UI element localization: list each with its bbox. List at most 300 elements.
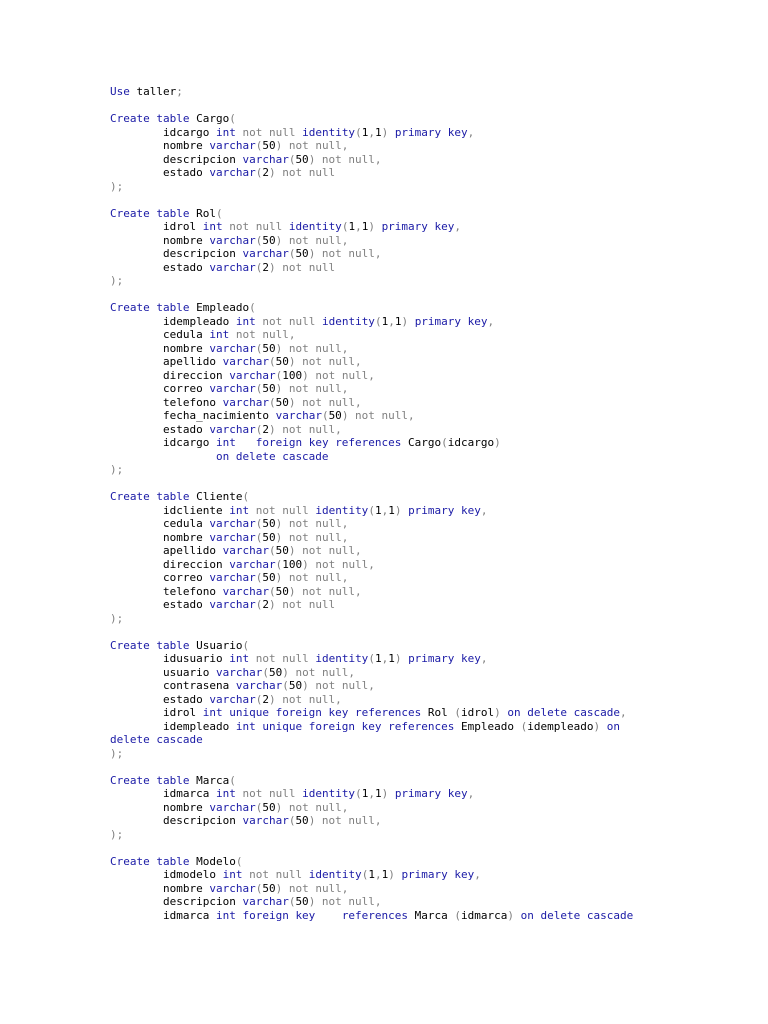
blank-line — [110, 760, 750, 774]
sql-identifier: idusuario — [110, 652, 230, 665]
sql-keyword: Create — [110, 206, 150, 220]
sql-modifier: not null — [275, 598, 336, 611]
sql-modifier: not null — [222, 220, 289, 233]
sql-identifier: nombre — [110, 233, 210, 247]
code-line — [110, 828, 750, 842]
sql-modifier: ( — [275, 557, 283, 571]
sql-identifier: 50 — [295, 895, 309, 908]
code-line — [110, 639, 750, 653]
sql-keyword: table — [156, 773, 190, 787]
sql-modifier: not null, — [282, 341, 349, 355]
sql-modifier: , — [374, 868, 382, 881]
sql-identifier: 1 — [388, 503, 395, 517]
sql-modifier: ( — [268, 584, 276, 598]
code-line — [110, 895, 750, 909]
code-line — [110, 693, 750, 707]
sql-modifier: not null, — [308, 368, 375, 382]
code-line — [110, 139, 750, 153]
sql-modifier: ) — [268, 692, 276, 706]
sql-keyword: primary key — [401, 868, 475, 881]
sql-identifier: Modelo — [189, 854, 236, 868]
sql-keyword: on delete cascade — [507, 706, 620, 719]
sql-keyword: int — [229, 503, 250, 517]
sql-identifier: 50 — [295, 247, 309, 260]
code-line — [110, 558, 750, 572]
sql-keyword: varchar — [209, 598, 256, 611]
sql-modifier: not null, — [282, 530, 349, 544]
sql-identifier: apellido — [110, 355, 223, 368]
sql-modifier: ( — [341, 220, 349, 233]
sql-keyword: varchar — [209, 166, 256, 179]
sql-identifier: Rol — [421, 706, 455, 719]
code-line — [110, 747, 750, 761]
sql-modifier: , — [381, 652, 389, 665]
code-line — [110, 396, 750, 410]
sql-modifier: not null, — [308, 679, 375, 692]
sql-keyword: on delete cascade — [520, 908, 634, 922]
code-line — [110, 855, 750, 869]
sql-keyword: int — [215, 787, 236, 800]
sql-modifier: ) — [288, 395, 296, 409]
sql-identifier: 50 — [275, 584, 289, 598]
sql-identifier: 50 — [262, 341, 276, 355]
code-line — [110, 409, 750, 423]
sql-modifier: ( — [282, 679, 289, 692]
code-line — [110, 814, 750, 828]
sql-modifier: ); — [110, 274, 124, 287]
sql-identifier: idmarca — [110, 908, 216, 922]
sql-keyword: references — [341, 908, 409, 922]
sql-modifier: ( — [454, 908, 462, 922]
sql-modifier: ( — [355, 787, 362, 800]
sql-keyword: table — [156, 206, 190, 220]
sql-modifier: ); — [110, 827, 124, 841]
sql-keyword: varchar — [209, 881, 256, 895]
sql-keyword: varchar — [209, 530, 256, 544]
sql-modifier: ) — [341, 409, 349, 422]
sql-keyword: varchar — [215, 665, 263, 679]
sql-modifier: ) — [308, 814, 316, 827]
sql-identifier: nombre — [110, 881, 210, 895]
sql-modifier: not null — [255, 314, 322, 328]
code-line — [110, 369, 750, 383]
sql-keyword: varchar — [242, 247, 289, 260]
sql-identifier: idempleado — [527, 719, 594, 733]
sql-keyword: int — [229, 652, 250, 665]
sql-keyword: varchar — [275, 409, 322, 422]
code-line — [110, 342, 750, 356]
sql-identifier: nombre — [110, 530, 210, 544]
sql-modifier: ) — [275, 800, 283, 814]
code-line — [110, 328, 750, 342]
sql-keyword: identity — [315, 503, 369, 517]
sql-keyword: Create — [110, 854, 150, 868]
sql-code-document — [110, 85, 750, 922]
sql-modifier: ( — [361, 868, 369, 881]
sql-identifier: idcargo — [110, 436, 216, 449]
sql-keyword: varchar — [222, 395, 269, 409]
sql-keyword: primary key — [394, 125, 468, 139]
sql-identifier — [514, 909, 521, 922]
sql-identifier: 1 — [361, 125, 369, 139]
sql-keyword: foreign key references — [255, 436, 402, 449]
blank-line — [110, 193, 750, 207]
sql-modifier: ( — [268, 355, 276, 368]
sql-modifier: not null — [249, 503, 316, 517]
code-line — [110, 180, 750, 194]
sql-identifier: nombre — [110, 341, 210, 355]
sql-modifier: not null — [275, 260, 336, 274]
sql-identifier: 50 — [262, 571, 276, 584]
sql-identifier: fecha_nacimiento — [110, 409, 276, 422]
sql-identifier: 50 — [262, 382, 276, 395]
sql-modifier: not null, — [282, 382, 349, 395]
sql-keyword: varchar — [229, 557, 276, 571]
sql-keyword: primary key — [394, 787, 468, 800]
sql-modifier: ( — [262, 665, 269, 679]
sql-modifier: ( — [255, 341, 263, 355]
code-line — [110, 85, 750, 99]
sql-identifier: direccion — [110, 368, 230, 382]
sql-keyword: table — [156, 638, 190, 652]
sql-keyword: varchar — [209, 422, 256, 436]
sql-keyword: int — [202, 220, 223, 233]
sql-identifier: 1 — [348, 220, 356, 233]
sql-modifier: ( — [255, 260, 263, 274]
code-line — [110, 666, 750, 680]
blank-line — [110, 99, 750, 113]
sql-modifier: ) — [268, 422, 276, 436]
blank-line — [110, 288, 750, 302]
sql-identifier: telefono — [110, 584, 223, 598]
sql-keyword: delete cascade — [110, 733, 203, 746]
sql-modifier: ) — [302, 679, 309, 692]
sql-modifier: not null, — [275, 422, 342, 436]
sql-identifier: 50 — [275, 355, 289, 368]
sql-keyword: identity — [308, 868, 362, 881]
sql-identifier: 100 — [282, 557, 303, 571]
code-line — [110, 450, 750, 464]
sql-identifier: 2 — [262, 692, 269, 706]
sql-keyword: varchar — [209, 233, 256, 247]
sql-identifier — [110, 450, 216, 463]
sql-modifier: ( — [255, 517, 263, 530]
sql-identifier: idmarca — [110, 787, 216, 800]
sql-identifier: Empleado — [454, 719, 521, 733]
sql-keyword: Use — [110, 85, 130, 98]
sql-keyword: varchar — [242, 814, 289, 827]
sql-keyword: varchar — [209, 341, 256, 355]
sql-keyword: identity — [288, 220, 342, 233]
sql-modifier: ) — [302, 368, 309, 382]
code-line — [110, 787, 750, 801]
sql-keyword: int — [235, 314, 256, 328]
code-line — [110, 585, 750, 599]
sql-identifier: idcliente — [110, 503, 230, 517]
sql-identifier: idcargo — [110, 125, 216, 139]
sql-modifier: ( — [229, 112, 236, 125]
sql-keyword: on — [606, 719, 620, 733]
sql-keyword: varchar — [209, 571, 256, 584]
sql-keyword: varchar — [242, 895, 289, 908]
sql-identifier: 2 — [262, 260, 269, 274]
sql-identifier — [375, 220, 382, 233]
sql-modifier: ) — [275, 341, 283, 355]
sql-modifier: , — [381, 503, 389, 517]
code-line — [110, 652, 750, 666]
sql-modifier: ) — [394, 503, 402, 517]
sql-modifier: ( — [255, 382, 263, 395]
sql-identifier: descripcion — [110, 814, 243, 827]
sql-identifier: descripcion — [110, 895, 243, 908]
sql-keyword: int unique foreign key references — [202, 706, 422, 719]
sql-modifier: ) — [275, 530, 283, 544]
code-line — [110, 355, 750, 369]
code-line — [110, 126, 750, 140]
sql-keyword: identity — [302, 125, 356, 139]
sql-identifier: 50 — [268, 665, 283, 679]
code-line — [110, 247, 750, 261]
sql-identifier: taller — [129, 85, 177, 98]
sql-identifier: direccion — [110, 557, 230, 571]
sql-modifier: ) — [282, 665, 289, 679]
code-line — [110, 868, 750, 882]
sql-identifier: Cliente — [189, 490, 243, 503]
sql-identifier: cedula — [110, 328, 210, 341]
code-line — [110, 382, 750, 396]
sql-keyword: identity — [315, 652, 369, 665]
sql-modifier: ) — [308, 152, 316, 166]
sql-keyword: varchar — [222, 544, 269, 557]
sql-modifier: not null, — [315, 895, 382, 908]
sql-keyword: varchar — [242, 152, 289, 166]
sql-modifier: ( — [268, 544, 276, 557]
sql-identifier: Rol — [189, 206, 216, 220]
sql-modifier: ( — [242, 638, 250, 652]
sql-keyword: primary key — [381, 220, 455, 233]
code-line — [110, 436, 750, 450]
code-line — [110, 544, 750, 558]
sql-identifier: nombre — [110, 139, 210, 152]
sql-modifier: ( — [255, 530, 263, 544]
sql-modifier: ) — [275, 139, 283, 152]
sql-modifier: ) — [275, 382, 283, 395]
sql-keyword: varchar — [209, 260, 256, 274]
code-line — [110, 274, 750, 288]
code-line — [110, 706, 750, 720]
code-line — [110, 517, 750, 531]
sql-identifier: estado — [110, 692, 210, 706]
sql-modifier: not null, — [229, 328, 296, 341]
sql-modifier: not null, — [295, 584, 362, 598]
sql-modifier: ) — [381, 125, 389, 139]
sql-modifier: ( — [255, 233, 263, 247]
sql-keyword: primary key — [408, 503, 481, 517]
sql-modifier: ( — [288, 247, 296, 260]
code-line — [110, 112, 750, 126]
sql-modifier: ) — [494, 436, 501, 449]
sql-modifier: ( — [454, 706, 462, 719]
sql-modifier: ( — [275, 368, 283, 382]
sql-identifier: 1 — [374, 652, 382, 665]
code-line — [110, 315, 750, 329]
sql-modifier: ( — [255, 139, 263, 152]
sql-identifier: 1 — [361, 787, 369, 800]
sql-identifier: estado — [110, 598, 210, 611]
sql-modifier: not null, — [308, 557, 375, 571]
sql-modifier: ); — [110, 463, 124, 476]
sql-modifier: not null, — [315, 814, 382, 827]
sql-modifier: ( — [242, 490, 250, 503]
sql-modifier: ); — [110, 746, 124, 760]
sql-keyword: table — [156, 490, 190, 503]
sql-keyword: Create — [110, 112, 150, 125]
sql-keyword: varchar — [222, 355, 269, 368]
sql-identifier: 50 — [262, 800, 276, 814]
sql-keyword: varchar — [235, 679, 283, 692]
sql-modifier: not null, — [282, 800, 349, 814]
sql-modifier: ) — [275, 233, 283, 247]
code-line — [110, 504, 750, 518]
sql-identifier: 1 — [374, 787, 382, 800]
sql-keyword: Create — [110, 773, 150, 787]
sql-modifier: ) — [268, 260, 276, 274]
sql-modifier: ) — [308, 895, 316, 908]
code-line — [110, 261, 750, 275]
sql-modifier: ( — [255, 571, 263, 584]
sql-identifier: idrol — [110, 220, 203, 233]
sql-modifier: not null, — [282, 881, 349, 895]
sql-identifier: 50 — [262, 139, 276, 152]
code-line — [110, 207, 750, 221]
sql-modifier: ( — [355, 125, 362, 139]
sql-modifier: ) — [388, 868, 395, 881]
sql-identifier: Cargo — [401, 436, 442, 449]
sql-modifier: ( — [368, 652, 375, 665]
sql-identifier: 1 — [374, 503, 382, 517]
sql-modifier: ) — [268, 166, 276, 179]
sql-modifier: not null, — [348, 409, 415, 422]
blank-line — [110, 841, 750, 855]
sql-keyword: int unique foreign key references — [235, 719, 455, 733]
sql-identifier — [388, 126, 395, 139]
sql-modifier: ( — [235, 854, 243, 868]
code-line — [110, 301, 750, 315]
sql-modifier: , — [619, 706, 627, 719]
sql-modifier: not null, — [315, 152, 382, 166]
sql-keyword: varchar — [209, 382, 256, 395]
sql-keyword: table — [156, 112, 190, 125]
sql-modifier: ) — [394, 652, 402, 665]
sql-modifier: not null, — [295, 395, 362, 409]
code-line — [110, 720, 750, 734]
sql-identifier: 1 — [368, 868, 375, 881]
sql-keyword: varchar — [209, 517, 256, 530]
sql-modifier: ( — [255, 166, 263, 179]
code-line — [110, 612, 750, 626]
code-line — [110, 598, 750, 612]
sql-keyword: int foreign key — [215, 908, 316, 922]
code-line — [110, 571, 750, 585]
sql-identifier: estado — [110, 166, 210, 179]
sql-modifier: not null, — [275, 692, 342, 706]
sql-identifier — [408, 315, 415, 328]
sql-modifier: ( — [255, 881, 263, 895]
sql-keyword: varchar — [209, 139, 256, 152]
sql-modifier: not null — [275, 166, 336, 179]
sql-modifier: ( — [255, 800, 263, 814]
sql-identifier: telefono — [110, 395, 223, 409]
sql-modifier: ); — [110, 611, 124, 625]
sql-identifier: apellido — [110, 544, 223, 557]
sql-identifier: correo — [110, 571, 210, 584]
blank-line — [110, 477, 750, 491]
sql-keyword: varchar — [209, 800, 256, 814]
sql-modifier: not null, — [282, 233, 349, 247]
sql-modifier: not null, — [288, 665, 356, 679]
sql-identifier: 1 — [381, 314, 389, 328]
sql-keyword: int — [215, 125, 236, 139]
sql-identifier: 50 — [275, 544, 289, 557]
sql-identifier: 2 — [262, 166, 269, 179]
sql-modifier: ( — [368, 503, 375, 517]
sql-keyword: table — [156, 301, 190, 314]
sql-identifier: 50 — [262, 881, 276, 895]
sql-modifier: ) — [268, 598, 276, 611]
sql-modifier: ) — [302, 557, 309, 571]
sql-identifier: 50 — [295, 152, 309, 166]
sql-keyword: identity — [321, 314, 375, 328]
sql-modifier: ( — [520, 719, 528, 733]
sql-modifier: ( — [216, 206, 223, 220]
sql-modifier: ( — [249, 301, 256, 314]
sql-keyword: on delete cascade — [215, 449, 329, 463]
sql-keyword: varchar — [209, 692, 256, 706]
sql-modifier: ) — [368, 220, 375, 233]
sql-keyword: varchar — [229, 368, 276, 382]
sql-identifier: 1 — [374, 125, 382, 139]
sql-identifier: idrol — [110, 706, 203, 719]
sql-identifier: estado — [110, 422, 210, 436]
sql-modifier: ) — [288, 544, 296, 557]
sql-identifier: Empleado — [189, 301, 250, 314]
sql-modifier: ) — [275, 517, 283, 530]
sql-modifier: not null — [235, 125, 303, 139]
sql-identifier — [600, 720, 607, 733]
sql-modifier: ( — [255, 598, 263, 611]
sql-modifier: not null, — [282, 571, 349, 584]
sql-modifier: not null, — [295, 355, 362, 368]
sql-identifier: usuario — [110, 665, 216, 679]
sql-identifier: 50 — [262, 530, 276, 544]
sql-keyword: varchar — [222, 584, 269, 598]
sql-modifier: ) — [275, 571, 283, 584]
code-line — [110, 166, 750, 180]
sql-identifier: idcargo — [447, 436, 495, 449]
sql-modifier: , — [355, 220, 362, 233]
sql-keyword: Create — [110, 638, 150, 652]
sql-identifier: idrol — [461, 706, 495, 719]
sql-keyword: primary key — [408, 652, 481, 665]
sql-keyword: Create — [110, 490, 150, 503]
sql-identifier: idempleado — [110, 719, 236, 733]
sql-keyword: int — [215, 436, 236, 449]
sql-modifier: , — [368, 125, 375, 139]
sql-modifier: not null — [242, 868, 309, 881]
code-line — [110, 220, 750, 234]
code-line — [110, 423, 750, 437]
sql-modifier: , — [467, 787, 475, 800]
